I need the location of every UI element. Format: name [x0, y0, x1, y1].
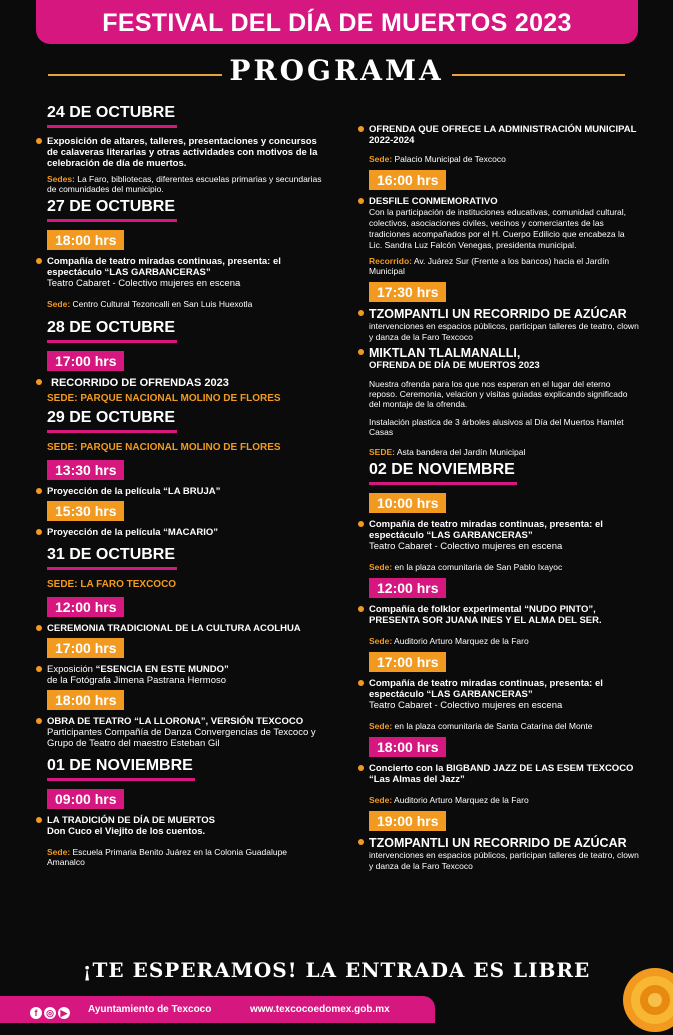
time-badge: 12:00 hrs [369, 578, 446, 598]
event-item: CEREMONIA TRADICIONAL DE LA CULTURA ACOLHUA [47, 623, 322, 634]
bullet-icon [36, 718, 42, 724]
bullet-icon [358, 680, 364, 686]
date-heading: 28 DE OCTUBRE [47, 319, 177, 343]
time-badge: 17:00 hrs [369, 652, 446, 672]
organization-name: Ayuntamiento de Texcoco [88, 1004, 212, 1015]
bullet-icon [358, 765, 364, 771]
marigold-flower-icon [615, 955, 673, 1035]
bullet-icon [36, 666, 42, 672]
venue-line: SEDE: PARQUE NACIONAL MOLINO DE FLORES [47, 393, 281, 404]
time-badge: 16:00 hrs [369, 170, 446, 190]
bullet-icon [36, 488, 42, 494]
event-item: Exposición de altares, talleres, presentaciones y concursos de calaveras literarias y otras actividades con motivos de la celebración de día de muertos. [47, 136, 322, 169]
description-text: Nuestra ofrenda para los que nos esperan en el lugar del eterno reposo. Ceremonia, velacion y visitas guiadas explicando significado del montaje de la ofrenda. [369, 379, 628, 409]
date-heading: 01 DE NOVIEMBRE [47, 757, 195, 781]
website-link[interactable]: www.texcocoedomex.gob.mx [250, 1004, 390, 1015]
event-item: Proyección de la película “MACARIO” [47, 527, 322, 538]
event-item: MIKTLAN TLALMANALLI, OFRENDA DE DÍA DE MUERTOS 2023 [369, 347, 639, 371]
event-item: OBRA DE TEATRO “LA LLORONA”, VERSIÓN TEXCOCO Participantes Compañía de Danza Convergencias de Texcoco y Grupo de Teatro del maestro Esteban Gil [47, 716, 322, 749]
venue-line: Sede: en la plaza comunitaria de San Pablo Ixayoc [369, 562, 563, 572]
bullet-icon [36, 379, 42, 385]
bullet-icon [36, 138, 42, 144]
event-item: Compañía de teatro miradas continuas, presenta: el espectáculo “LAS GARBANCERAS” Teatro Cabaret - Colectivo mujeres en escena [47, 256, 322, 289]
event-item: TZOMPANTLI UN RECORRIDO DE AZÚCAR intervenciones en espacios públicos, participan talleres de teatro, clown y danza de la Faro Texcoco [369, 837, 639, 872]
programa-title: PROGRAMA [229, 54, 444, 87]
time-badge: 09:00 hrs [47, 789, 124, 809]
time-badge: 17:00 hrs [47, 638, 124, 658]
time-badge: 17:00 hrs [47, 351, 124, 371]
programa-heading-row [0, 54, 673, 90]
left-column [47, 104, 322, 871]
event-item: RECORRIDO DE OFRENDAS 2023 [47, 377, 322, 390]
route-line: Recorrido: Av. Juárez Sur (Frente a los bancos) hacia el Jardín Municipal [369, 256, 610, 276]
event-item: Compañía de folklor experimental “NUDO PINTO”, PRESENTA SOR JUANA INES Y EL ALMA DEL SER. [369, 604, 639, 626]
venue-line: Sedes: La Faro, bibliotecas, diferentes escuelas primarias y secundarias de comunidades del municipio. [47, 174, 322, 194]
event-item: OFRENDA QUE OFRECE LA ADMINISTRACIÓN MUNICIPAL 2022-2024 [369, 124, 639, 146]
description-text: Instalación plastica de 3 árboles alusivos al Día del Muertos Hamlet Casas [369, 417, 624, 437]
youtube-icon[interactable]: ▶ [58, 1007, 70, 1019]
festival-title: FESTIVAL DEL DÍA DE MUERTOS 2023 [36, 0, 638, 44]
date-heading: 27 DE OCTUBRE [47, 198, 177, 222]
event-item: Concierto con la BIGBAND JAZZ DE LAS ESEM TEXCOCO “Las Almas del Jazz” [369, 763, 639, 785]
venue-line: Sede: Centro Cultural Tezoncalli en San Luis Huexotla [47, 299, 253, 309]
bullet-icon [36, 625, 42, 631]
bullet-icon [36, 817, 42, 823]
date-heading: 24 DE OCTUBRE [47, 104, 177, 128]
time-badge: 19:00 hrs [369, 811, 446, 831]
right-divider [452, 74, 625, 76]
venue-line: Sede: Palacio Municipal de Texcoco [369, 154, 506, 164]
event-item: LA TRADICIÓN DE DÍA DE MUERTOS Don Cuco el Viejito de los cuentos. [47, 815, 322, 837]
bullet-icon [358, 126, 364, 132]
time-badge: 18:00 hrs [369, 737, 446, 757]
facebook-icon[interactable]: f [30, 1007, 42, 1019]
social-icons [30, 1003, 72, 1021]
bullet-icon [358, 606, 364, 612]
venue-line: Sede: Escuela Primaria Benito Juárez en la Colonia Guadalupe Amanalco [47, 847, 288, 867]
time-badge: 18:00 hrs [47, 690, 124, 710]
bullet-icon [358, 349, 364, 355]
bullet-icon [358, 839, 364, 845]
time-badge: 15:30 hrs [47, 501, 124, 521]
event-item: Proyección de la película “LA BRUJA” [47, 486, 322, 497]
event-item: TZOMPANTLI UN RECORRIDO DE AZÚCAR intervenciones en espacios públicos, participan talleres de teatro, clown y danza de la Faro Texcoco [369, 308, 639, 343]
bullet-icon [36, 258, 42, 264]
date-heading: 29 DE OCTUBRE [47, 409, 177, 433]
venue-line: SEDE: PARQUE NACIONAL MOLINO DE FLORES [47, 442, 281, 453]
bullet-icon [36, 529, 42, 535]
date-heading: 02 DE NOVIEMBRE [369, 461, 517, 485]
closing-message: ¡TE ESPERAMOS! LA ENTRADA ES LIBRE [82, 958, 591, 982]
venue-line: SEDE: LA FARO TEXCOCO [47, 579, 177, 590]
bullet-icon [358, 521, 364, 527]
event-item: Exposición “ESENCIA EN ESTE MUNDO” de la Fotógrafa Jimena Pastrana Hermoso [47, 664, 322, 686]
event-item: DESFILE CONMEMORATIVO Con la participación de instituciones educativas, comunidad cultural, colectivos, asociaciones civiles, vecinos y comerciantes de las tradiciones acompañados por el H. Cuerpo Edilicio que encabeza la Lic. Sandra Luz Falcón Venegas, presidenta municipal. [369, 196, 639, 251]
bullet-icon [358, 310, 364, 316]
event-item: Compañía de teatro miradas continuas, presenta: el espectáculo “LAS GARBANCERAS” Teatro Cabaret - Colectivo mujeres en escena [369, 678, 639, 711]
time-badge: 18:00 hrs [47, 230, 124, 250]
venue-line: Sede: Auditorio Arturo Marquez de la Faro [369, 795, 529, 805]
time-badge: 17:30 hrs [369, 282, 446, 302]
venue-line: Sede: Auditorio Arturo Marquez de la Faro [369, 636, 529, 646]
time-badge: 10:00 hrs [369, 493, 446, 513]
venue-line: Sede: en la plaza comunitaria de Santa Catarina del Monte [369, 721, 593, 731]
bullet-icon [358, 198, 364, 204]
event-item: Compañía de teatro miradas continuas, presenta: el espectáculo “LAS GARBANCERAS” Teatro Cabaret - Colectivo mujeres en escena [369, 519, 639, 552]
date-heading: 31 DE OCTUBRE [47, 546, 177, 570]
right-column [369, 122, 639, 874]
time-badge: 12:00 hrs [47, 597, 124, 617]
instagram-icon[interactable]: ◎ [44, 1007, 56, 1019]
venue-line: SEDE: Asta bandera del Jardín Municipal [369, 447, 526, 457]
time-badge: 13:30 hrs [47, 460, 124, 480]
footer-bar [0, 996, 435, 1023]
